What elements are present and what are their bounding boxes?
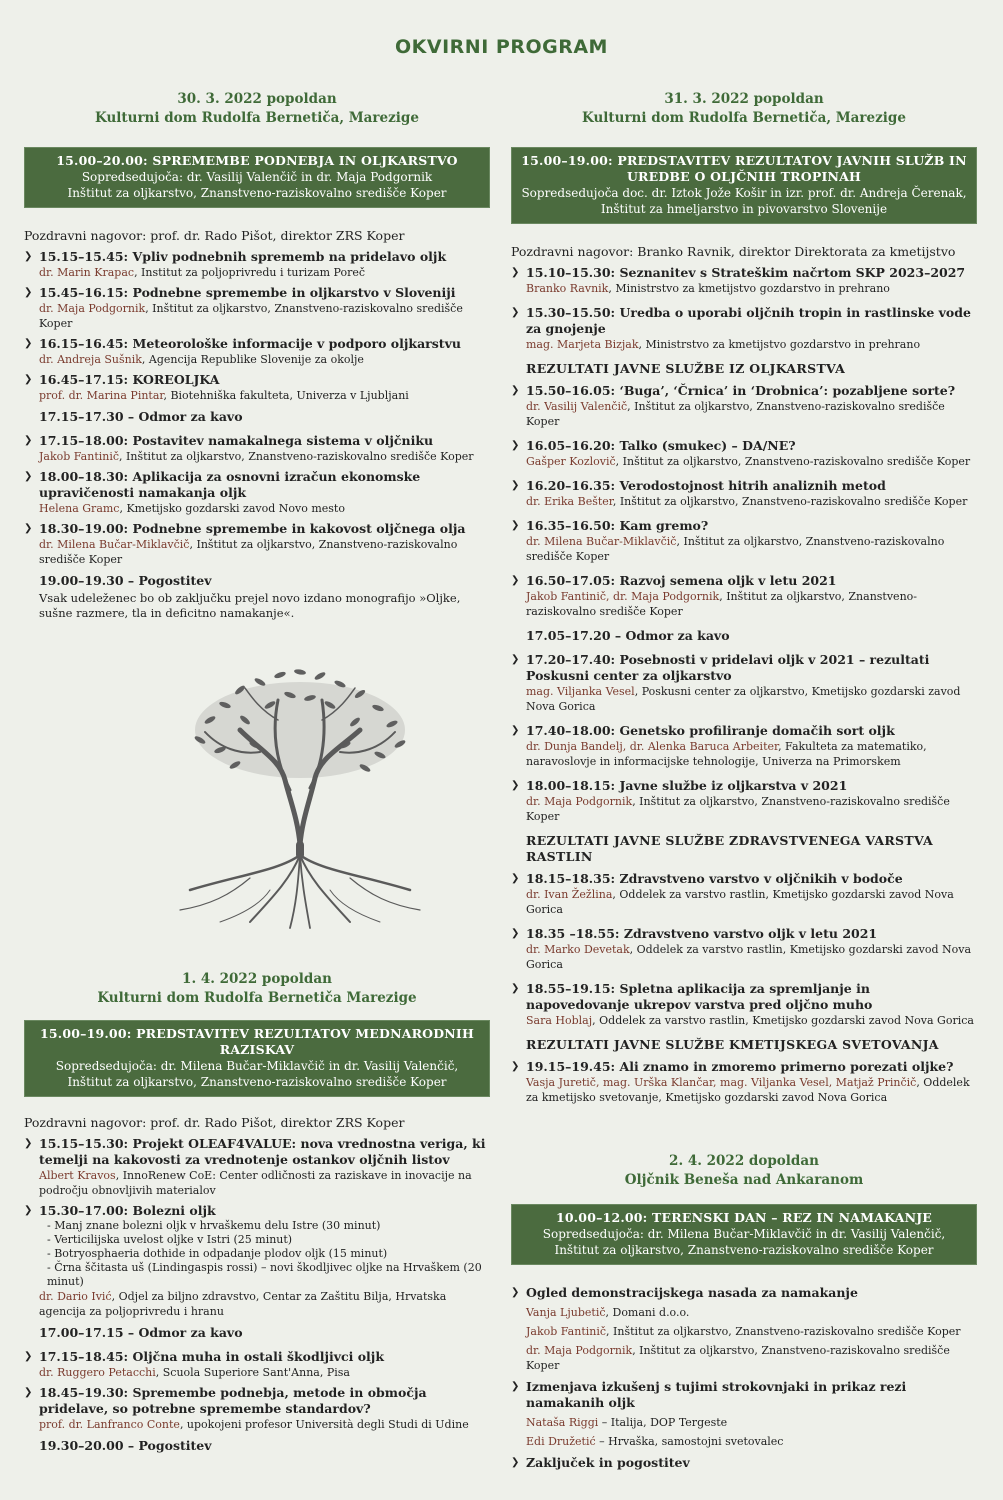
talk-title: 15.15–15.30: Projekt OLEAF4VALUE: nova vrednostna veriga, ki temelji na kakovosti za vrednotenje ostankov oljčnih listov	[39, 1136, 486, 1167]
speaker-name: Sara Hoblaj	[526, 1014, 593, 1027]
talk-title: 16.35–16.50: Kam gremo?	[526, 518, 709, 533]
speaker-name: dr. Marko Devetak	[526, 943, 630, 956]
day1-venue: Kulturni dom Rudolfa Bernetiča, Marezige	[95, 110, 419, 126]
chevron-right-icon: ❯	[511, 1287, 520, 1298]
chevron-right-icon: ❯	[511, 983, 520, 994]
talk-title: 15.30–15.50: Uredba o uporabi oljčnih tropin in rastlinske vode za gnojenje	[526, 305, 971, 336]
speaker-affiliation: , Inštitut za oljkarstvo, Znanstveno-raziskovalno središče Koper	[526, 535, 945, 563]
list-item	[511, 723, 977, 769]
list-item	[511, 518, 977, 564]
speaker-affiliation: , InnoRenew CoE: Center odličnosti za raziskave in inovacije na področju obnovljivih materialov	[39, 1169, 472, 1197]
subtopic: - Manj znane bolezni oljk v hrvaškemu delu Istre (30 minut)	[47, 1219, 490, 1233]
chevron-right-icon: ❯	[511, 1061, 520, 1072]
speaker-affiliation: , Inštitut za oljkarstvo, Znanstveno-raziskovalno središče Koper	[615, 455, 971, 468]
chevron-right-icon: ❯	[511, 873, 520, 884]
speaker-affiliation: – Italija, DOP Tergeste	[598, 1416, 728, 1429]
day1-talk-list	[24, 249, 490, 403]
day3-talk-list	[24, 1136, 490, 1319]
list-item	[511, 652, 977, 714]
day1-section	[24, 90, 490, 621]
day2-banner-institute: Inštitut za hmeljarstvo in pivovarstvo Slovenije	[600, 202, 888, 216]
list-item	[511, 981, 977, 1028]
chevron-right-icon: ❯	[511, 725, 520, 736]
activity-title: Zaključek in pogostitev	[526, 1455, 690, 1470]
day2-olive-list	[511, 383, 977, 619]
speaker-name: dr. Maja Podgornik	[39, 302, 146, 315]
chevron-right-icon: ❯	[24, 1205, 33, 1216]
day2-plant-list	[511, 871, 977, 1028]
day3-greeting: Pozdravni nagovor: prof. dr. Rado Pišot, direktor ZRS Koper	[24, 1115, 405, 1130]
chevron-right-icon: ❯	[511, 307, 520, 318]
speaker-affiliation: , Oddelek za kmetijsko svetovanje, Kmetijsko gozdarski zavod Nova Gorica	[526, 1076, 970, 1104]
chevron-right-icon: ❯	[511, 440, 520, 451]
activity-title: Ogled demonstracijskega nasada za namakanje	[526, 1285, 858, 1300]
chevron-right-icon: ❯	[24, 471, 33, 482]
speaker-name: prof. dr. Lanfranco Conte	[39, 1418, 180, 1431]
speaker-affiliation: , Inštitut za oljkarstvo, Znanstveno-raziskovalno središče Koper	[119, 450, 474, 463]
talk-title: 19.15–19.45: Ali znamo in zmoremo primerno porezati oljke?	[526, 1059, 954, 1074]
list-item	[24, 1136, 490, 1198]
list-item	[24, 1385, 490, 1432]
list-item	[511, 383, 977, 429]
day4-banner	[511, 1204, 977, 1265]
day1-greeting: Pozdravni nagovor: prof. dr. Rado Pišot, direktor ZRS Koper	[24, 228, 405, 243]
speaker-affiliation: – Hrvaška, samostojni svetovalec	[595, 1435, 784, 1448]
talk-title: 15.10–15.30: Seznanitev s Strateškim načrtom SKP 2023–2027	[526, 265, 966, 280]
speaker-name: Jakob Fantinič, dr. Maja Podgornik	[526, 590, 720, 603]
chevron-right-icon: ❯	[24, 523, 33, 534]
talk-title: 18.15–18.35: Zdravstveno varstvo v oljčnikih v bodoče	[526, 871, 903, 886]
speaker-name: Jakob Fantinič	[526, 1325, 607, 1338]
day3-banner-title: 15.00–19.00: PREDSTAVITEV REZULTATOV MEDNARODNIH RAZISKAV	[39, 1026, 474, 1057]
subtopic: - Botryosphaeria dothide in odpadanje plodov oljk (15 minut)	[47, 1247, 490, 1261]
day3-end: 19.30–20.00 – Pogostitev	[39, 1438, 212, 1453]
speaker-name: dr. Marin Krapac	[39, 266, 135, 279]
day2-break: 17.05–17.20 – Odmor za kavo	[526, 628, 730, 643]
speaker-affiliation: , Inštitut za oljkarstvo, Znanstveno-raziskovalno središče Koper	[526, 1344, 950, 1372]
speaker-name: Edi Družetić	[526, 1435, 596, 1448]
speaker-affiliation: , Inštitut za oljkarstvo, Znanstveno-raziskovalno središče Koper	[39, 538, 458, 566]
speaker-affiliation: , Kmetijsko gozdarski zavod Novo mesto	[119, 502, 345, 515]
list-item	[511, 438, 977, 469]
day4-banner-title: 10.00–12.00: TERENSKI DAN – REZ IN NAMAKANJE	[555, 1210, 933, 1225]
speaker-name: Vasja Juretič, mag. Urška Klančar, mag. Viljanka Vesel, Matjaž Prinčič	[526, 1076, 917, 1089]
chevron-right-icon: ❯	[24, 435, 33, 446]
day1-banner-institute: Inštitut za oljkarstvo, Znanstveno-raziskovalno središče Koper	[67, 186, 447, 200]
chevron-right-icon: ❯	[511, 928, 520, 939]
speaker-affiliation: , Poskusni center za oljkarstvo, Kmetijsko gozdarski zavod Nova Gorica	[526, 685, 961, 713]
chevron-right-icon: ❯	[24, 338, 33, 349]
talk-title: 18.00–18.30: Aplikacija za osnovni izračun ekonomske upravičenosti namakanja oljk	[39, 469, 421, 500]
list-item	[24, 1349, 490, 1380]
day1-banner-title: 15.00–20.00: SPREMEMBE PODNEBJA IN OLJKARSTVO	[56, 153, 458, 168]
day3-talk-list-2	[24, 1349, 490, 1432]
chevron-right-icon: ❯	[511, 654, 520, 665]
talk-title: 16.50–17.05: Razvoj semena oljk v letu 2021	[526, 573, 837, 588]
list-item	[24, 372, 490, 403]
day4-section	[511, 1152, 977, 1476]
talk-title: 17.15–18.00: Postavitev namakalnega sistema v oljčniku	[39, 433, 434, 448]
talk-title: 17.20–17.40: Posebnosti v pridelavi oljk v 2021 – rezultati Poskusni center za oljkarstvo	[526, 652, 930, 683]
speaker-name: Gašper Kozlovič	[526, 455, 616, 468]
speaker-affiliation: , Oddelek za varstvo rastlin, Kmetijsko gozdarski zavod Nova Gorica	[592, 1014, 974, 1027]
chevron-right-icon: ❯	[24, 287, 33, 298]
speaker-name: mag. Marjeta Bizjak	[526, 338, 639, 351]
speaker-name: Albert Kravos	[39, 1169, 116, 1182]
chevron-right-icon: ❯	[511, 520, 520, 531]
list-item	[511, 1059, 977, 1105]
chevron-right-icon: ❯	[511, 480, 520, 491]
day2-banner	[511, 147, 977, 224]
list-item	[511, 573, 977, 619]
chevron-right-icon: ❯	[24, 251, 33, 262]
chevron-right-icon: ❯	[24, 1351, 33, 1362]
chevron-right-icon: ❯	[24, 1387, 33, 1398]
talk-title: 16.05–16.20: Talko (smukec) – DA/NE?	[526, 438, 796, 453]
list-item	[511, 1455, 977, 1471]
day1-end-note: Vsak udeleženec bo ob zaključku prejel novo izdano monografijo »Oljke, sušne razmere, tla in deficitno namakanje«.	[39, 591, 461, 620]
speaker-affiliation: , Domani d.o.o.	[605, 1306, 690, 1319]
day4-banner-chairs: Sopredsedujoča: dr. Milena Bučar-Miklavčič in dr. Vasilij Valenčič, Inštitut za oljkarstvo, Znanstveno-raziskovalno središče Koper	[542, 1227, 946, 1257]
speaker-affiliation: , Ministrstvo za kmetijstvo gozdarstvo in prehrano	[638, 338, 921, 351]
day1-banner-chairs: Sopredsedujoča: dr. Vasilij Valenčič in dr. Maja Podgornik	[81, 170, 433, 184]
subtopic: - Verticilijska uvelost oljke v Istri (25 minut)	[47, 1233, 490, 1247]
day4-date: 2. 4. 2022 dopoldan	[669, 1153, 819, 1169]
day2-talk-list	[511, 265, 977, 352]
speaker-name: Branko Ravnik	[526, 282, 609, 295]
chevron-right-icon: ❯	[511, 575, 520, 586]
subtopic: - Črna ščitasta uš (Lindingaspis rossi) – novi škodljivec oljke na Hrvaškem (20 minut)	[47, 1261, 490, 1289]
day3-date: 1. 4. 2022 popoldan	[182, 971, 332, 987]
olive-tree-illustration	[150, 660, 450, 930]
speaker-name: Jakob Fantinič	[39, 450, 120, 463]
speaker-name: mag. Viljanka Vesel	[526, 685, 635, 698]
day3-break: 17.00–17.15 – Odmor za kavo	[39, 1325, 243, 1340]
day1-talk-list-2	[24, 433, 490, 567]
speaker-name: dr. Milena Bučar-Miklavčič	[39, 538, 190, 551]
chevron-right-icon: ❯	[511, 1457, 520, 1468]
speaker-name: dr. Vasilij Valenčič	[526, 400, 628, 413]
list-item	[24, 285, 490, 331]
speaker-name: dr. Andreja Sušnik	[39, 353, 142, 366]
talk-title: 16.45–17.15: KOREOLJKA	[39, 372, 220, 387]
chevron-right-icon: ❯	[511, 780, 520, 791]
list-item	[24, 469, 490, 516]
speaker-name: dr. Ruggero Petacchi	[39, 1366, 156, 1379]
speaker-affiliation: , Fakulteta za matematiko, naravoslovje in informacijske tehnologije, Univerza na Primorskem	[526, 740, 927, 768]
talk-title: 15.15–15.45: Vpliv podnebnih sprememb na pridelavo oljk	[39, 249, 447, 264]
day2-banner-title: 15.00–19.00: PREDSTAVITEV REZULTATOV JAVNIH SLUŽB IN UREDBE O OLJČNIH TROPINAH	[521, 153, 967, 184]
list-item	[511, 1285, 977, 1373]
disease-subtopics	[39, 1219, 490, 1289]
list-item	[511, 926, 977, 972]
list-item	[24, 336, 490, 367]
list-item	[24, 1203, 490, 1319]
talk-title: 17.15–18.45: Oljčna muha in ostali škodljivci oljk	[39, 1349, 384, 1364]
day3-venue: Kulturni dom Rudolfa Bernetiča Marezige	[97, 990, 417, 1006]
section-heading-olive: REZULTATI JAVNE SLUŽBE IZ OLJKARSTVA	[526, 361, 846, 376]
list-item	[24, 249, 490, 280]
talk-title: 16.15–16.45: Meteorološke informacije v podporo oljkarstvu	[39, 336, 461, 351]
list-item	[24, 433, 490, 464]
day2-olive-list-2	[511, 652, 977, 824]
chevron-right-icon: ❯	[24, 1138, 33, 1149]
list-item	[511, 265, 977, 296]
day1-end: 19.00–19.30 – Pogostitev	[39, 573, 212, 588]
speaker-affiliation: , Inštitut za oljkarstvo, Znanstveno-raziskovalno središče Koper	[39, 302, 463, 330]
day2-banner-chairs: Sopredsedujoča doc. dr. Iztok Jože Košir in izr. prof. dr. Andreja Čerenak,	[521, 186, 967, 200]
talk-title: 15.45–16.15: Podnebne spremembe in oljkarstvo v Sloveniji	[39, 285, 456, 300]
speaker-affiliation: , Institut za poljoprivredu i turizam Poreč	[134, 266, 366, 279]
speaker-affiliation: , Inštitut za oljkarstvo, Znanstveno-raziskovalno središče Koper	[526, 400, 945, 428]
list-item	[511, 305, 977, 352]
day2-venue: Kulturni dom Rudolfa Bernetiča, Marezige	[582, 110, 906, 126]
speaker-affiliation: , Oddelek za varstvo rastlin, Kmetijsko gozdarski zavod Nova Gorica	[526, 943, 972, 971]
day3-section	[24, 970, 490, 1462]
speaker-affiliation: , Inštitut za oljkarstvo, Znanstveno-raziskovalno središče Koper	[612, 495, 968, 508]
speaker-name: dr. Dario Ivić	[39, 1290, 112, 1303]
talk-title: 18.35 –18.55: Zdravstveno varstvo oljk v letu 2021	[526, 926, 878, 941]
talk-title: 18.00–18.15: Javne službe iz oljkarstva v 2021	[526, 778, 848, 793]
speaker-name: dr. Maja Podgornik	[526, 795, 633, 808]
talk-title: 15.30–17.00: Bolezni oljk	[39, 1203, 216, 1218]
speaker-affiliation: , Ministrstvo za kmetijstvo gozdarstvo in prehrano	[608, 282, 890, 295]
list-item	[511, 871, 977, 917]
speaker-name: prof. dr. Marina Pintar	[39, 389, 164, 402]
speaker-affiliation: , upokojeni profesor Università degli Studi di Udine	[179, 1418, 469, 1431]
day2-date: 31. 3. 2022 popoldan	[664, 91, 824, 107]
chevron-right-icon: ❯	[511, 385, 520, 396]
day4-activity-list	[511, 1285, 977, 1471]
day1-break: 17.15–17.30 – Odmor za kavo	[39, 409, 243, 424]
talk-title: 18.45–19.30: Spremembe podnebja, metode in območja pridelave, so potrebne spremembe standardov?	[39, 1385, 427, 1416]
day4-venue: Oljčnik Beneša nad Ankaranom	[624, 1172, 864, 1188]
page-title: OKVIRNI PROGRAM	[395, 36, 608, 58]
activity-title: Izmenjava izkušenj s tujimi strokovnjaki in prikaz rezi namakanih oljk	[526, 1379, 907, 1410]
speaker-name: dr. Dunja Bandelj, dr. Alenka Baruca Arbeiter	[526, 740, 779, 753]
day1-banner	[24, 147, 490, 208]
talk-title: 17.40–18.00: Genetsko profiliranje domačih sort oljk	[526, 723, 895, 738]
speaker-affiliation: , Scuola Superiore Sant'Anna, Pisa	[155, 1366, 350, 1379]
speaker-name: Helena Gramc	[39, 502, 120, 515]
day2-advisory-list	[511, 1059, 977, 1105]
speaker-affiliation: , Inštitut za oljkarstvo, Znanstveno-raziskovalno središče Koper	[526, 795, 950, 823]
list-item	[511, 1379, 977, 1449]
talk-title: 16.20–16.35: Verodostojnost hitrih analiznih metod	[526, 478, 886, 493]
speaker-name: Nataša Riggi	[526, 1416, 599, 1429]
chevron-right-icon: ❯	[511, 267, 520, 278]
speaker-name: dr. Erika Bešter	[526, 495, 613, 508]
day2-section	[511, 90, 977, 1114]
speaker-name: dr. Ivan Žežlina	[526, 888, 613, 901]
list-item	[511, 478, 977, 509]
section-heading-advisory: REZULTATI JAVNE SLUŽBE KMETIJSKEGA SVETOVANJA	[526, 1037, 939, 1052]
chevron-right-icon: ❯	[511, 1381, 520, 1392]
speaker-name: dr. Maja Podgornik	[526, 1344, 633, 1357]
day2-greeting: Pozdravni nagovor: Branko Ravnik, direktor Direktorata za kmetijstvo	[511, 244, 956, 259]
speaker-affiliation: , Agencija Republike Slovenije za okolje	[141, 353, 364, 366]
speaker-affiliation: , Oddelek za varstvo rastlin, Kmetijsko gozdarski zavod Nova Gorica	[526, 888, 954, 916]
list-item	[511, 778, 977, 824]
talk-title: 15.50–16.05: ‘Buga’, ‘Črnica’ in ‘Drobnica’: pozabljene sorte?	[526, 383, 956, 398]
day1-date: 30. 3. 2022 popoldan	[177, 91, 337, 107]
chevron-right-icon: ❯	[24, 374, 33, 385]
speaker-affiliation: , Inštitut za oljkarstvo, Znanstveno-raziskovalno središče Koper	[606, 1325, 961, 1338]
talk-title: 18.55–19.15: Spletna aplikacija za spremljanje in napovedovanje ukrepov varstva pred oljčno muho	[526, 981, 873, 1012]
speaker-affiliation: , Inštitut za oljkarstvo, Znanstveno-raziskovalno središče Koper	[526, 590, 917, 618]
speaker-affiliation: , Biotehniška fakulteta, Univerza v Ljubljani	[163, 389, 409, 402]
list-item	[24, 521, 490, 567]
speaker-name: Vanja Ljubetič	[526, 1306, 606, 1319]
speaker-affiliation: , Odjel za biljno zdravstvo, Centar za Zaštitu Bilja, Hrvatska agencija za poljoprivredu i hranu	[39, 1290, 447, 1318]
day3-banner-chairs: Sopredsedujoča: dr. Milena Bučar-Miklavčič in dr. Vasilij Valenčič, Inštitut za oljkarstvo, Znanstveno-raziskovalno središče Koper	[55, 1059, 459, 1089]
section-heading-plant-protection: REZULTATI JAVNE SLUŽBE ZDRAVSTVENEGA VARSTVA RASTLIN	[526, 833, 933, 864]
day3-banner	[24, 1020, 490, 1097]
speaker-name: dr. Milena Bučar-Miklavčič	[526, 535, 677, 548]
talk-title: 18.30–19.00: Podnebne spremembe in kakovost oljčnega olja	[39, 521, 466, 536]
